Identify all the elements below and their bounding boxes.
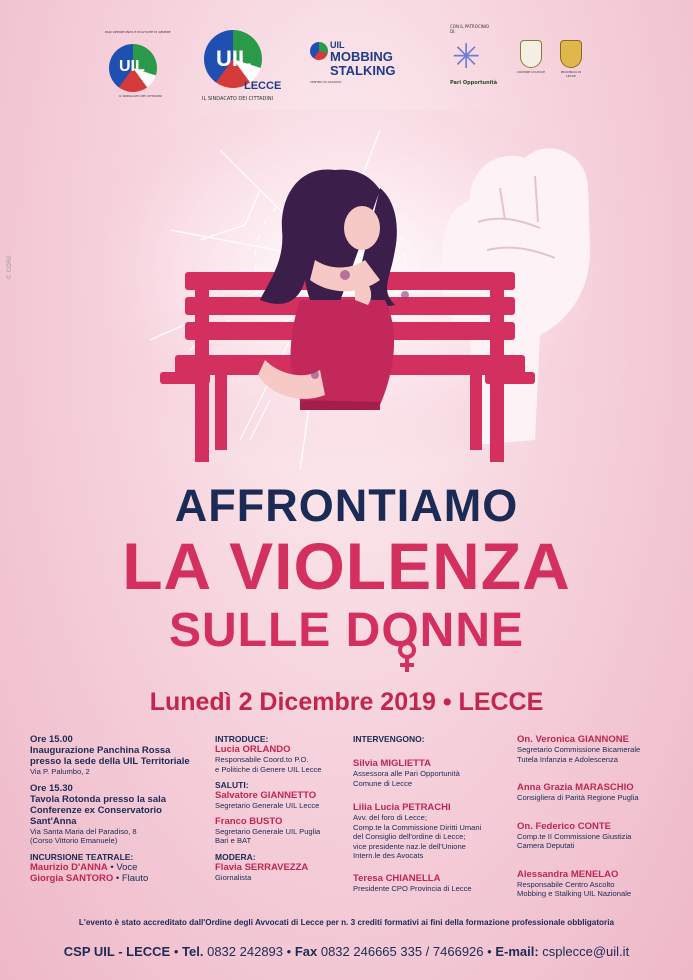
footer-email-label: E-mail: xyxy=(495,944,539,959)
speaker-name: Silvia MIGLIETTA xyxy=(353,758,431,769)
speaker-block xyxy=(517,734,672,764)
comune-lecce-crest-icon xyxy=(520,40,542,68)
logo-mob-line3: STALKING xyxy=(330,63,396,78)
provincia-lecce-crest-icon xyxy=(560,40,582,68)
crest1-label: COMUNE DI LECCE xyxy=(516,70,546,74)
footer-org: CSP UIL - LECCE xyxy=(63,944,171,959)
speaker-block xyxy=(517,869,672,899)
speaker-role: del Consiglio dell'ordine di Lecce; xyxy=(353,832,466,841)
uil-lecce-logo xyxy=(200,30,300,110)
speaker-role: Assessora alle Pari Opportunità xyxy=(353,769,460,778)
program-block-inaugurazione xyxy=(30,734,210,777)
section-label: MODERA: xyxy=(215,851,256,862)
uil-flag-icon xyxy=(310,42,328,60)
speaker-name: Lilia Lucia PETRACHI xyxy=(353,802,451,813)
pari-opportunita-label: Pari Opportunità xyxy=(450,80,498,86)
speaker-role: Comp.te la Commissione Diritti Umani xyxy=(353,822,482,832)
speaker-name: Alessandra MENELAO xyxy=(517,868,619,880)
event-title: Sant'Anna xyxy=(30,815,77,827)
uil-mobbing-stalking-logo xyxy=(310,38,410,98)
speaker-role: Bari e BAT xyxy=(215,836,252,845)
modera-block xyxy=(215,852,350,883)
event-title: Inaugurazione Panchina Rossa xyxy=(30,745,171,756)
speaker-role: Segretario Generale UIL Lecce xyxy=(215,801,320,810)
speaker-role: Presidente CPO Provincia di Lecce xyxy=(353,883,472,893)
speaker-role: Avv. del foro di Lecce; xyxy=(353,813,428,822)
crest2-label: PROVINCIA DI LECCE xyxy=(560,70,582,78)
performer-role: • Voce xyxy=(107,861,138,873)
section-label: INTERVENGONO: xyxy=(353,734,425,744)
speaker-role: Camera Deputati xyxy=(517,841,575,850)
section-label: SALUTI: xyxy=(215,780,249,790)
event-address: Via Santa Maria del Paradiso, 8 xyxy=(30,826,137,836)
section-label: INTRODUCE: xyxy=(215,734,269,744)
title-line1: AFFRONTIAMO xyxy=(174,480,519,531)
event-title: Conferenze ex Conservatorio xyxy=(30,804,162,816)
speaker-block xyxy=(353,873,513,894)
speaker-block xyxy=(353,758,513,788)
program-column-4 xyxy=(517,734,672,905)
female-symbol-icon xyxy=(392,640,422,674)
program-block-tavola-rotonda xyxy=(30,783,210,846)
logo-mob-line2: MOBBING xyxy=(330,49,393,64)
program-block-incursione xyxy=(30,852,210,884)
footer-separator: • xyxy=(286,944,295,959)
logo-lecce-city: LECCE xyxy=(244,80,282,92)
footer-fax-label: Fax xyxy=(294,944,318,959)
patronage-block xyxy=(440,24,600,104)
event-title: Tavola Rotonda presso la sala xyxy=(30,793,167,805)
speaker-name: On. Veronica GIANNONE xyxy=(517,734,629,745)
logo-lecce-tag: IL SINDACATO DEI CITTADINI xyxy=(202,96,274,102)
speaker-name: Teresa CHIANELLA xyxy=(353,872,441,884)
speaker-name: On. Federico CONTE xyxy=(517,820,611,832)
performer-name: Maurizio D'ANNA xyxy=(30,861,108,873)
footer-separator: • xyxy=(487,944,496,959)
speaker-role: vice presidente naz.le dell'Unione xyxy=(353,841,466,851)
patronage-caption: CON IL PATROCINIO DI: xyxy=(450,24,490,34)
performer xyxy=(30,873,210,884)
title-line2: LA VIOLENZA xyxy=(122,529,571,603)
event-address: Via P. Palumbo, 2 xyxy=(30,767,90,776)
uil-pari-opportunita-logo xyxy=(105,30,175,100)
speaker-role: Segretario Commissione Bicamerale xyxy=(517,745,641,754)
time-label: Ore 15.00 xyxy=(30,734,73,745)
speaker-name: Anna Grazia MARASCHIO xyxy=(517,782,634,793)
speaker-role: Intern.le des Avocats xyxy=(353,851,424,860)
speaker-role: Segretario Generale UIL Puglia xyxy=(215,826,321,836)
logo-row xyxy=(0,22,693,102)
logo-lecce-mark: UIL xyxy=(216,46,252,71)
side-credit: © CORE xyxy=(6,255,13,280)
speaker-role: Comune di Lecce xyxy=(353,778,413,788)
speaker-role: e Politiche di Genere UIL Lecce xyxy=(215,764,322,774)
footer-separator: • xyxy=(173,944,183,959)
footer-tel: 0832 242893 xyxy=(207,944,284,959)
event-address: (Corso Vittorio Emanuele) xyxy=(30,836,118,845)
performer xyxy=(30,862,210,873)
hero-illustration xyxy=(0,110,693,490)
accreditation-note: L'evento è stato accreditato dall'Ordine degli Avvocati di Lecce per n. 3 crediti formativi ai fini della formazione professionale obbligatoria xyxy=(78,918,615,927)
speaker-role: Tutela Infanzia e Adolescenza xyxy=(517,754,619,764)
program-column-1 xyxy=(30,734,210,890)
speaker-block xyxy=(517,821,672,851)
introduce-block xyxy=(215,734,350,774)
logo-po-top-text: PARI OPPORTUNITÀ E POLITICHE DI GENERE xyxy=(105,30,171,34)
speaker-block xyxy=(353,802,513,861)
footer-fax: 0832 246665 335 / 7466926 xyxy=(320,944,484,959)
speaker-role: Giornalista xyxy=(215,872,252,882)
logo-mob-tag: CENTRO DI ASCOLTO xyxy=(310,80,342,84)
speaker-role: Responsabile Coord.to P.O. xyxy=(215,755,309,764)
speaker-role: Comp.te II Commissione Giustizia xyxy=(517,831,632,841)
event-title: presso la sede della UIL Territoriale xyxy=(30,756,190,767)
performer-name: Giorgia SANTORO xyxy=(30,872,114,884)
logo-mob-line1: UIL xyxy=(330,40,345,50)
contact-footer xyxy=(0,944,693,959)
speaker-role: Responsabile Centro Ascolto xyxy=(517,879,615,889)
footer-email[interactable]: csplecce@uil.it xyxy=(542,944,630,959)
program-column-2 xyxy=(215,734,350,888)
speaker-name: Franco BUSTO xyxy=(215,815,283,827)
saluti-block xyxy=(215,780,350,846)
performer-role: • Flauto xyxy=(113,872,149,884)
speaker-role: Consigliera di Parità Regione Puglia xyxy=(517,793,639,802)
speaker-name: Salvatore GIANNETTO xyxy=(215,790,317,801)
speaker-role: Mobbing e Stalking UIL Nazionale xyxy=(517,889,632,898)
title-line3: SULLE DONNE xyxy=(168,604,524,657)
program-column-3 xyxy=(353,734,513,899)
logo-po-tag: IL SINDACATO DEI CITTADINI xyxy=(119,94,162,98)
logo-po-mark: UIL xyxy=(119,58,145,75)
speaker-block xyxy=(517,782,672,803)
speaker-name: Flavia SERRAVEZZA xyxy=(215,861,309,873)
time-label: Ore 15.30 xyxy=(30,782,73,794)
event-date: Lunedì 2 Dicembre 2019 • LECCE xyxy=(149,688,544,716)
pari-opportunita-star-icon: ✳ xyxy=(452,37,481,77)
speaker-name: Lucia ORLANDO xyxy=(215,744,291,755)
footer-tel-label: Tel. xyxy=(182,944,204,959)
section-label: INCURSIONE TEATRALE: xyxy=(30,851,134,862)
